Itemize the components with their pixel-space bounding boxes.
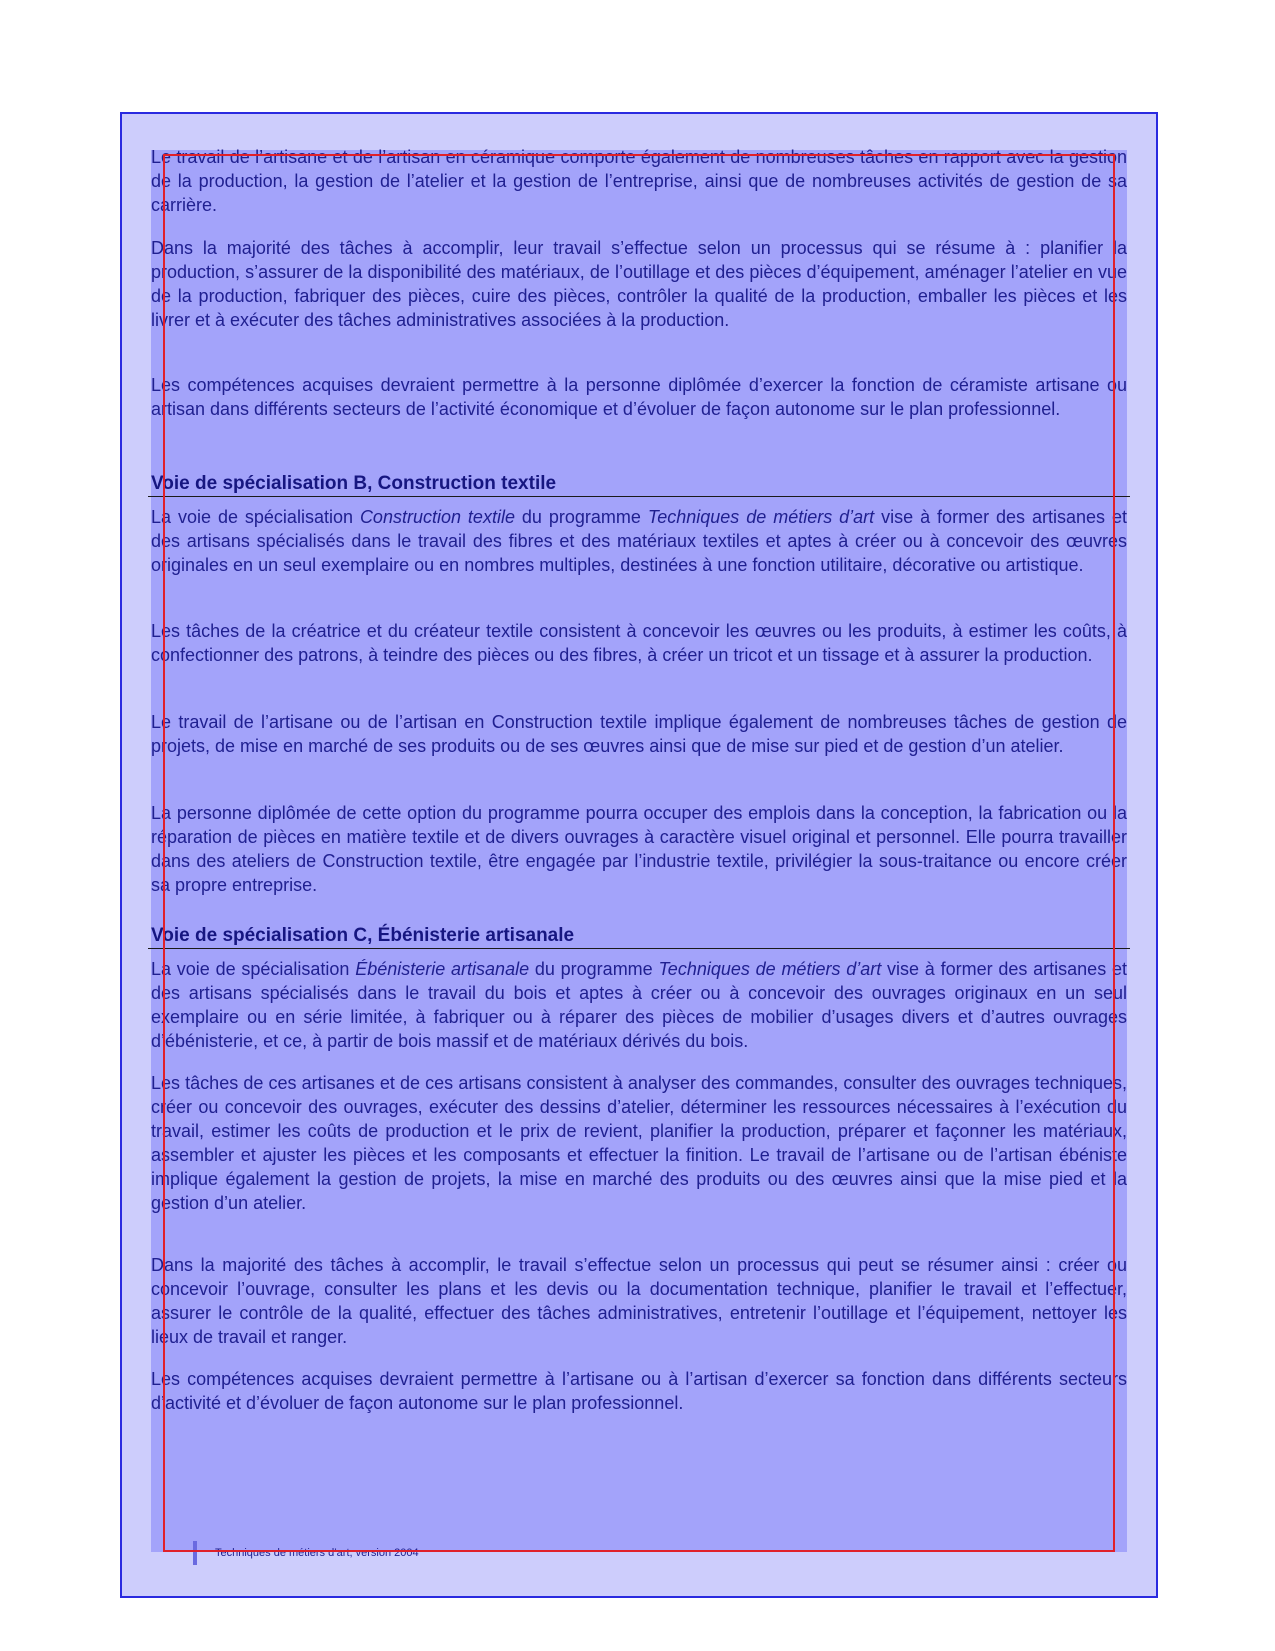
section-rule-b [148, 496, 1130, 497]
paragraph-ebenisterie-intro: La voie de spécialisation Ébénisterie artisanale du programme Techniques de métiers d’art vise à former des artisanes et des artisans spécialisés dans le travail du bois et aptes à créer ou à concevoir des ouvrages originaux en un seul exemplaire ou en série limitée, à fabriquer ou à réparer des pièces de mobilier d’usages divers et d’autres ouvrages d’ébénisterie, et ce, à partir de bois massif et de matériaux dérivés du bois. [151, 959, 1127, 1051]
section-rule-c [148, 948, 1130, 949]
footer-text: Techniques de métiers d’art, version 2004 [215, 1547, 419, 1559]
paragraph-ebenisterie-taches: Les tâches de ces artisanes et de ces artisans consistent à analyser des commandes, consulter des ouvrages techniques, créer ou concevoir des ouvrages, exécuter des dessins d’atelier, déterminer les ressources nécessaires à l’exécution du travail, estimer les coûts de production et le prix de revient, planifier la production, préparer et façonner les matériaux, assembler et ajuster les pièces et les composants et effectuer la finition. Le travail de l’artisane ou de l’artisan ébéniste implique également la gestion de projets, la mise en marché des produits ou des œuvres ainsi que la mise pied et la gestion d’un atelier. [151, 1073, 1127, 1213]
paragraph-ceramique-gestion: Le travail de l’artisane et de l’artisan en céramique comporte également de nombreuses tâches en rapport avec la gestion de la production, la gestion de l’atelier et la gestion de l’entreprise, ainsi que de nombreuses activités de gestion de sa carrière. [151, 147, 1127, 215]
paragraph-textile-emplois: La personne diplômée de cette option du programme pourra occuper des emplois dans la conception, la fabrication ou la réparation de pièces en matière textile et de divers ouvrages à caractère visuel original et personnel. Elle pourra travailler dans des ateliers de Construction textile, être engagée par l’industrie textile, privilégier la sous-traitance ou encore créer sa propre entreprise. [151, 803, 1127, 895]
heading-voie-b: Voie de spécialisation B, Construction textile [151, 473, 557, 494]
heading-voie-c: Voie de spécialisation C, Ébénisterie artisanale [151, 925, 575, 946]
paragraph-textile-intro: La voie de spécialisation Construction textile du programme Techniques de métiers d’art vise à former des artisanes et des artisans spécialisés dans le travail des fibres et des matériaux textiles et aptes à créer ou à concevoir des œuvres originales en un seul exemplaire ou en nombres multiples, destinées à une fonction utilitaire, décorative ou artistique. [151, 507, 1127, 575]
page-footer [151, 1541, 419, 1565]
footer-divider [193, 1541, 197, 1565]
paragraph-ceramique-competences: Les compétences acquises devraient permettre à la personne diplômée d’exercer la fonction de céramiste artisane ou artisan dans différents secteurs de l’activité économique et d’évoluer de façon autonome sur le plan professionnel. [151, 375, 1127, 419]
paragraph-ceramique-processus: Dans la majorité des tâches à accomplir, leur travail s’effectue selon un processus qui se résume à : planifier la production, s’assurer de la disponibilité des matériaux, de l’outillage et des pièces d’équipement, aménager l’atelier en vue de la production, fabriquer des pièces, cuire des pièces, contrôler la qualité de la production, emballer les pièces et les livrer et à exécuter des tâches administratives associées à la production. [151, 238, 1127, 330]
paragraph-textile-gestion: Le travail de l’artisane ou de l’artisan en Construction textile implique également de nombreuses tâches de gestion de projets, de mise en marché de ses produits ou de ses œuvres ainsi que de mise sur pied et de gestion d’un atelier. [151, 712, 1127, 756]
paragraph-ebenisterie-competences: Les compétences acquises devraient permettre à l’artisane ou à l’artisan d’exercer sa fonction dans différents secteurs d’activité et d’évoluer de façon autonome sur le plan professionnel. [151, 1369, 1127, 1413]
paragraph-textile-taches: Les tâches de la créatrice et du créateur textile consistent à concevoir les œuvres ou les produits, à estimer les coûts, à confectionner des patrons, à teindre des pièces ou des fibres, à créer un tricot et un tissage et à assurer la production. [151, 621, 1127, 665]
paragraph-ebenisterie-processus: Dans la majorité des tâches à accomplir, le travail s’effectue selon un processus qui peut se résumer ainsi : créer ou concevoir l’ouvrage, consulter les plans et les devis ou la documentation technique, planifier le travail et l’effectuer, assurer le contrôle de la qualité, effectuer des tâches administratives, entretenir l’outillage et l’équipement, nettoyer les lieux de travail et ranger. [151, 1255, 1127, 1347]
